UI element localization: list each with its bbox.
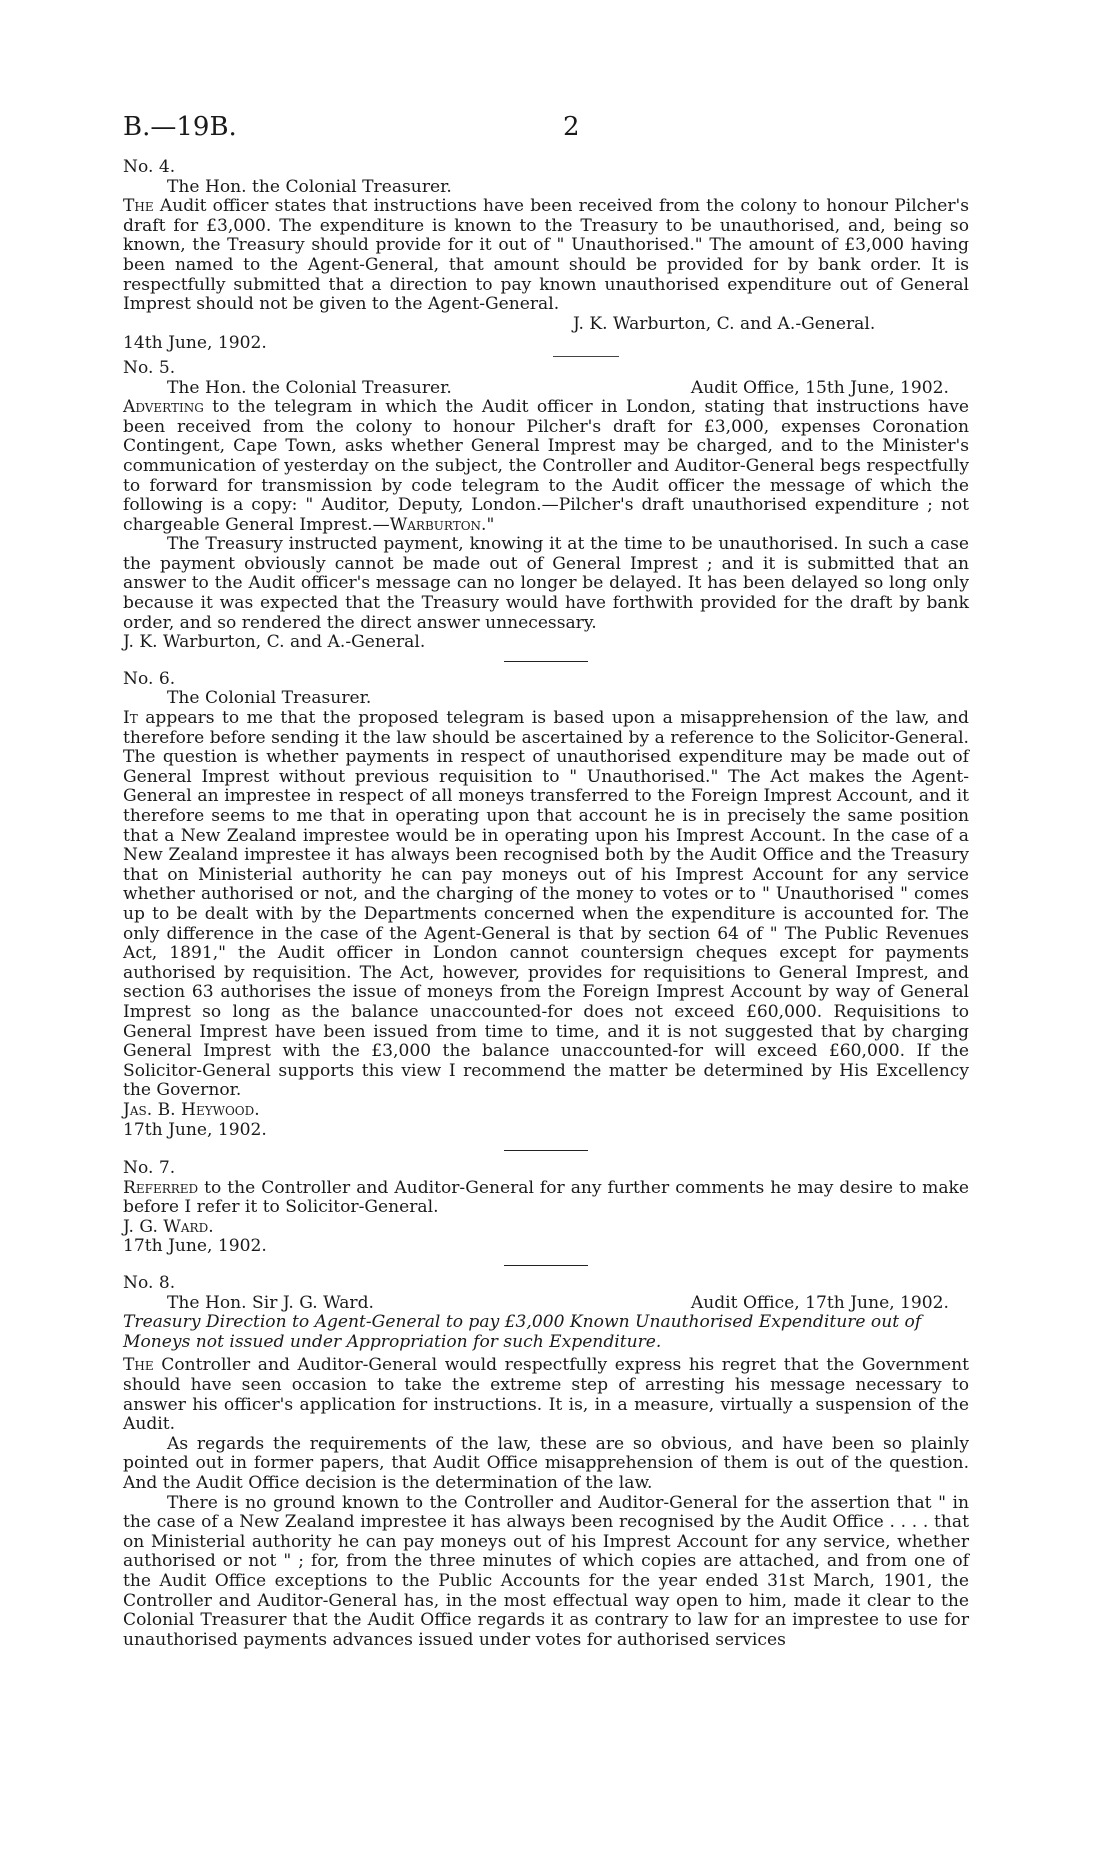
lead-word: Referred [123, 1177, 199, 1198]
section-no-8 [123, 1274, 969, 1650]
page-number: 2 [563, 112, 580, 142]
closing-quote: " [486, 514, 495, 535]
addressee: The Hon. the Colonial Treasurer. [167, 377, 452, 398]
section-heading: No. 6. [123, 668, 176, 689]
section-no-5 [123, 359, 969, 662]
signature: Jas. B. Heywood. [123, 1099, 260, 1120]
address-row [123, 1294, 969, 1314]
memo-paragraph [123, 1179, 969, 1218]
signature-text: J. K. Warburton, C. and A.-General. [573, 313, 876, 334]
signature: J. G. Ward. [123, 1216, 214, 1237]
place-date: Audit Office, 15th June, 1902. [690, 377, 949, 398]
memo-paragraph [123, 197, 969, 315]
signature: J. K. Warburton, C. and A.-General. [123, 632, 426, 653]
memo-date: 14th June, 1902. [123, 333, 267, 354]
divider [504, 1150, 588, 1151]
page-header [123, 112, 993, 148]
section-no-6 [123, 670, 969, 1151]
memo-text: to the telegram in which the Audit officer in London, stating that instructions have been received from the colony to honour Pilcher's draft for £3,000, expenses Coronation Contingent, Cape Town, asks whether General Imprest may be charged, and to the Minister's communication of yesterday on the subject, the Controller and Auditor-General begs respectfully to forward for transmission by code telegram to the Audit officer the message of which the following is a copy: " Auditor, Deputy, London.—Pilcher's draft unauthorised expenditure ; not chargeable General Imprest.— [123, 397, 969, 535]
memo-text: Controller and Auditor-General would respectfully express his regret that the Government should have seen occasion to take the extreme step of arresting his message necessary to answer his officer's application for instructions. It is, in a measure, virtually a suspension of the Audit. [123, 1355, 969, 1435]
lead-word: Adverting [123, 397, 204, 418]
memo-paragraph [123, 709, 969, 1101]
divider [553, 356, 619, 357]
lead-word: The [123, 1355, 154, 1376]
place-date: Audit Office, 17th June, 1902. [690, 1292, 949, 1313]
document-body [123, 158, 969, 1650]
paper-reference: B.—19B. [123, 112, 237, 142]
memo-text: Audit officer states that instructions have been received from the colony to honour Pilcher's draft for £3,000. The expenditure is known to the Treasury to be unauthorised, and, being so known, the Treasury should provide for it out of " Unauthorised." The amount of £3,000 having been named to the Agent-General, that amount should be provided for by bank order. It is respectfully submitted that a direction to pay known unauthorised expenditure out of General Imprest should not be given to the Agent-General. [123, 196, 969, 315]
signature [123, 315, 969, 335]
section-heading: No. 5. [123, 357, 176, 378]
memo-paragraph [123, 1356, 969, 1434]
memo-text: appears to me that the proposed telegram is based upon a misapprehension of the law, and therefore before sending it the law should be ascertained by a reference to the Solicitor-General. The question is whether payments in respect of unauthorised expenditure may be made out of General Imprest without previous requisition to " Unauthorised." The Act makes the Agent-General an imprestee in respect of all moneys transferred to the Foreign Imprest Account, and it therefore seems to me that in operating upon that account he is in precisely the same position that a New Zealand imprestee would be in operating upon his Imprest Account. In the case of a New Zealand imprestee it has always been recognised both by the Audit Office and the Treasury that on Ministerial authority he can pay moneys out of his Imprest Account for any service whether authorised or not, and the charging of the money to votes or to " Unauthorised " comes up to be dealt with by the Departments concerned when the expenditure is accounted for. The only difference in the case of the Agent-General is that by section 64 of " The Public Revenues Act, 1891," the Audit officer in London cannot countersign cheques except for payments authorised by requisition. The Act, however, provides for requisitions to General Imprest, and section 63 authorises the issue of moneys from the Foreign Imprest Account by way of General Imprest so long as the balance unaccounted-for does not exceed £60,000. Requisitions to General Imprest have been issued from time to time, and it is not suggested that by charging General Imprest with the £3,000 the balance unaccounted-for will exceed £60,000. If the Solicitor-General supports this view I recommend the matter be determined by His Excellency the Governor. [123, 708, 969, 1101]
divider [504, 661, 588, 662]
subject-line: Treasury Direction to Agent-General to pay £3,000 Known Unauthorised Expenditure out of [123, 1312, 922, 1333]
section-heading: No. 7. [123, 1158, 176, 1179]
subject-line: Moneys not issued under Appropriation for such Expenditure. [123, 1331, 662, 1352]
memo-paragraph: The Treasury instructed payment, knowing it at the time to be unauthorised. In such a case the payment obviously cannot be made out of General Imprest ; and it is submitted that an answer to the Audit officer's message can no longer be delayed. It has been delayed so long only because it was expected that the Treasury would have forthwith provided for the draft by bank order, and so rendered the direct answer unnecessary. [123, 534, 969, 633]
memo-paragraph [123, 398, 969, 535]
memo-date: 17th June, 1902. [123, 1119, 267, 1140]
memo-paragraph: As regards the requirements of the law, these are so obvious, and have been so plainly pointed out in former papers, that Audit Office misapprehension of them is out of the question. And the Audit Office decision is the determination of the law. [123, 1433, 969, 1493]
lead-word: The [123, 196, 154, 217]
section-no-4 [123, 158, 969, 357]
addressee: The Colonial Treasurer. [167, 688, 372, 709]
lead-word: It [123, 708, 138, 729]
divider [504, 1265, 588, 1266]
memo-date: 17th June, 1902. [123, 1236, 267, 1257]
addressee: The Hon. Sir J. G. Ward. [167, 1292, 374, 1313]
address-row [123, 379, 969, 399]
memo-paragraph: There is no ground known to the Controller and Auditor-General for the assertion that " in the case of a New Zealand imprestee it has always been recognised by the Audit Office . . . . that on Ministerial authority he can pay moneys out of his Imprest Account for any service, whether authorised or not " ; for, from the three minutes of which copies are attached, and from one of the Audit Office exceptions to the Public Accounts for the year ended 31st March, 1901, the Controller and Auditor-General has, in the most effectual way open to him, made it clear to the Colonial Treasurer that the Audit Office regards it as contrary to law for an imprestee to use for unauthorised payments advances issued under votes for authorised services [123, 1492, 969, 1650]
addressee: The Hon. the Colonial Treasurer. [167, 176, 452, 197]
section-no-7 [123, 1159, 969, 1266]
section-heading: No. 4. [123, 157, 176, 177]
section-heading: No. 8. [123, 1273, 176, 1294]
telegram-signature: Warburton. [389, 514, 487, 535]
memo-text: to the Controller and Auditor-General for any further comments he may desire to make before I refer it to Solicitor-General. [123, 1177, 969, 1218]
